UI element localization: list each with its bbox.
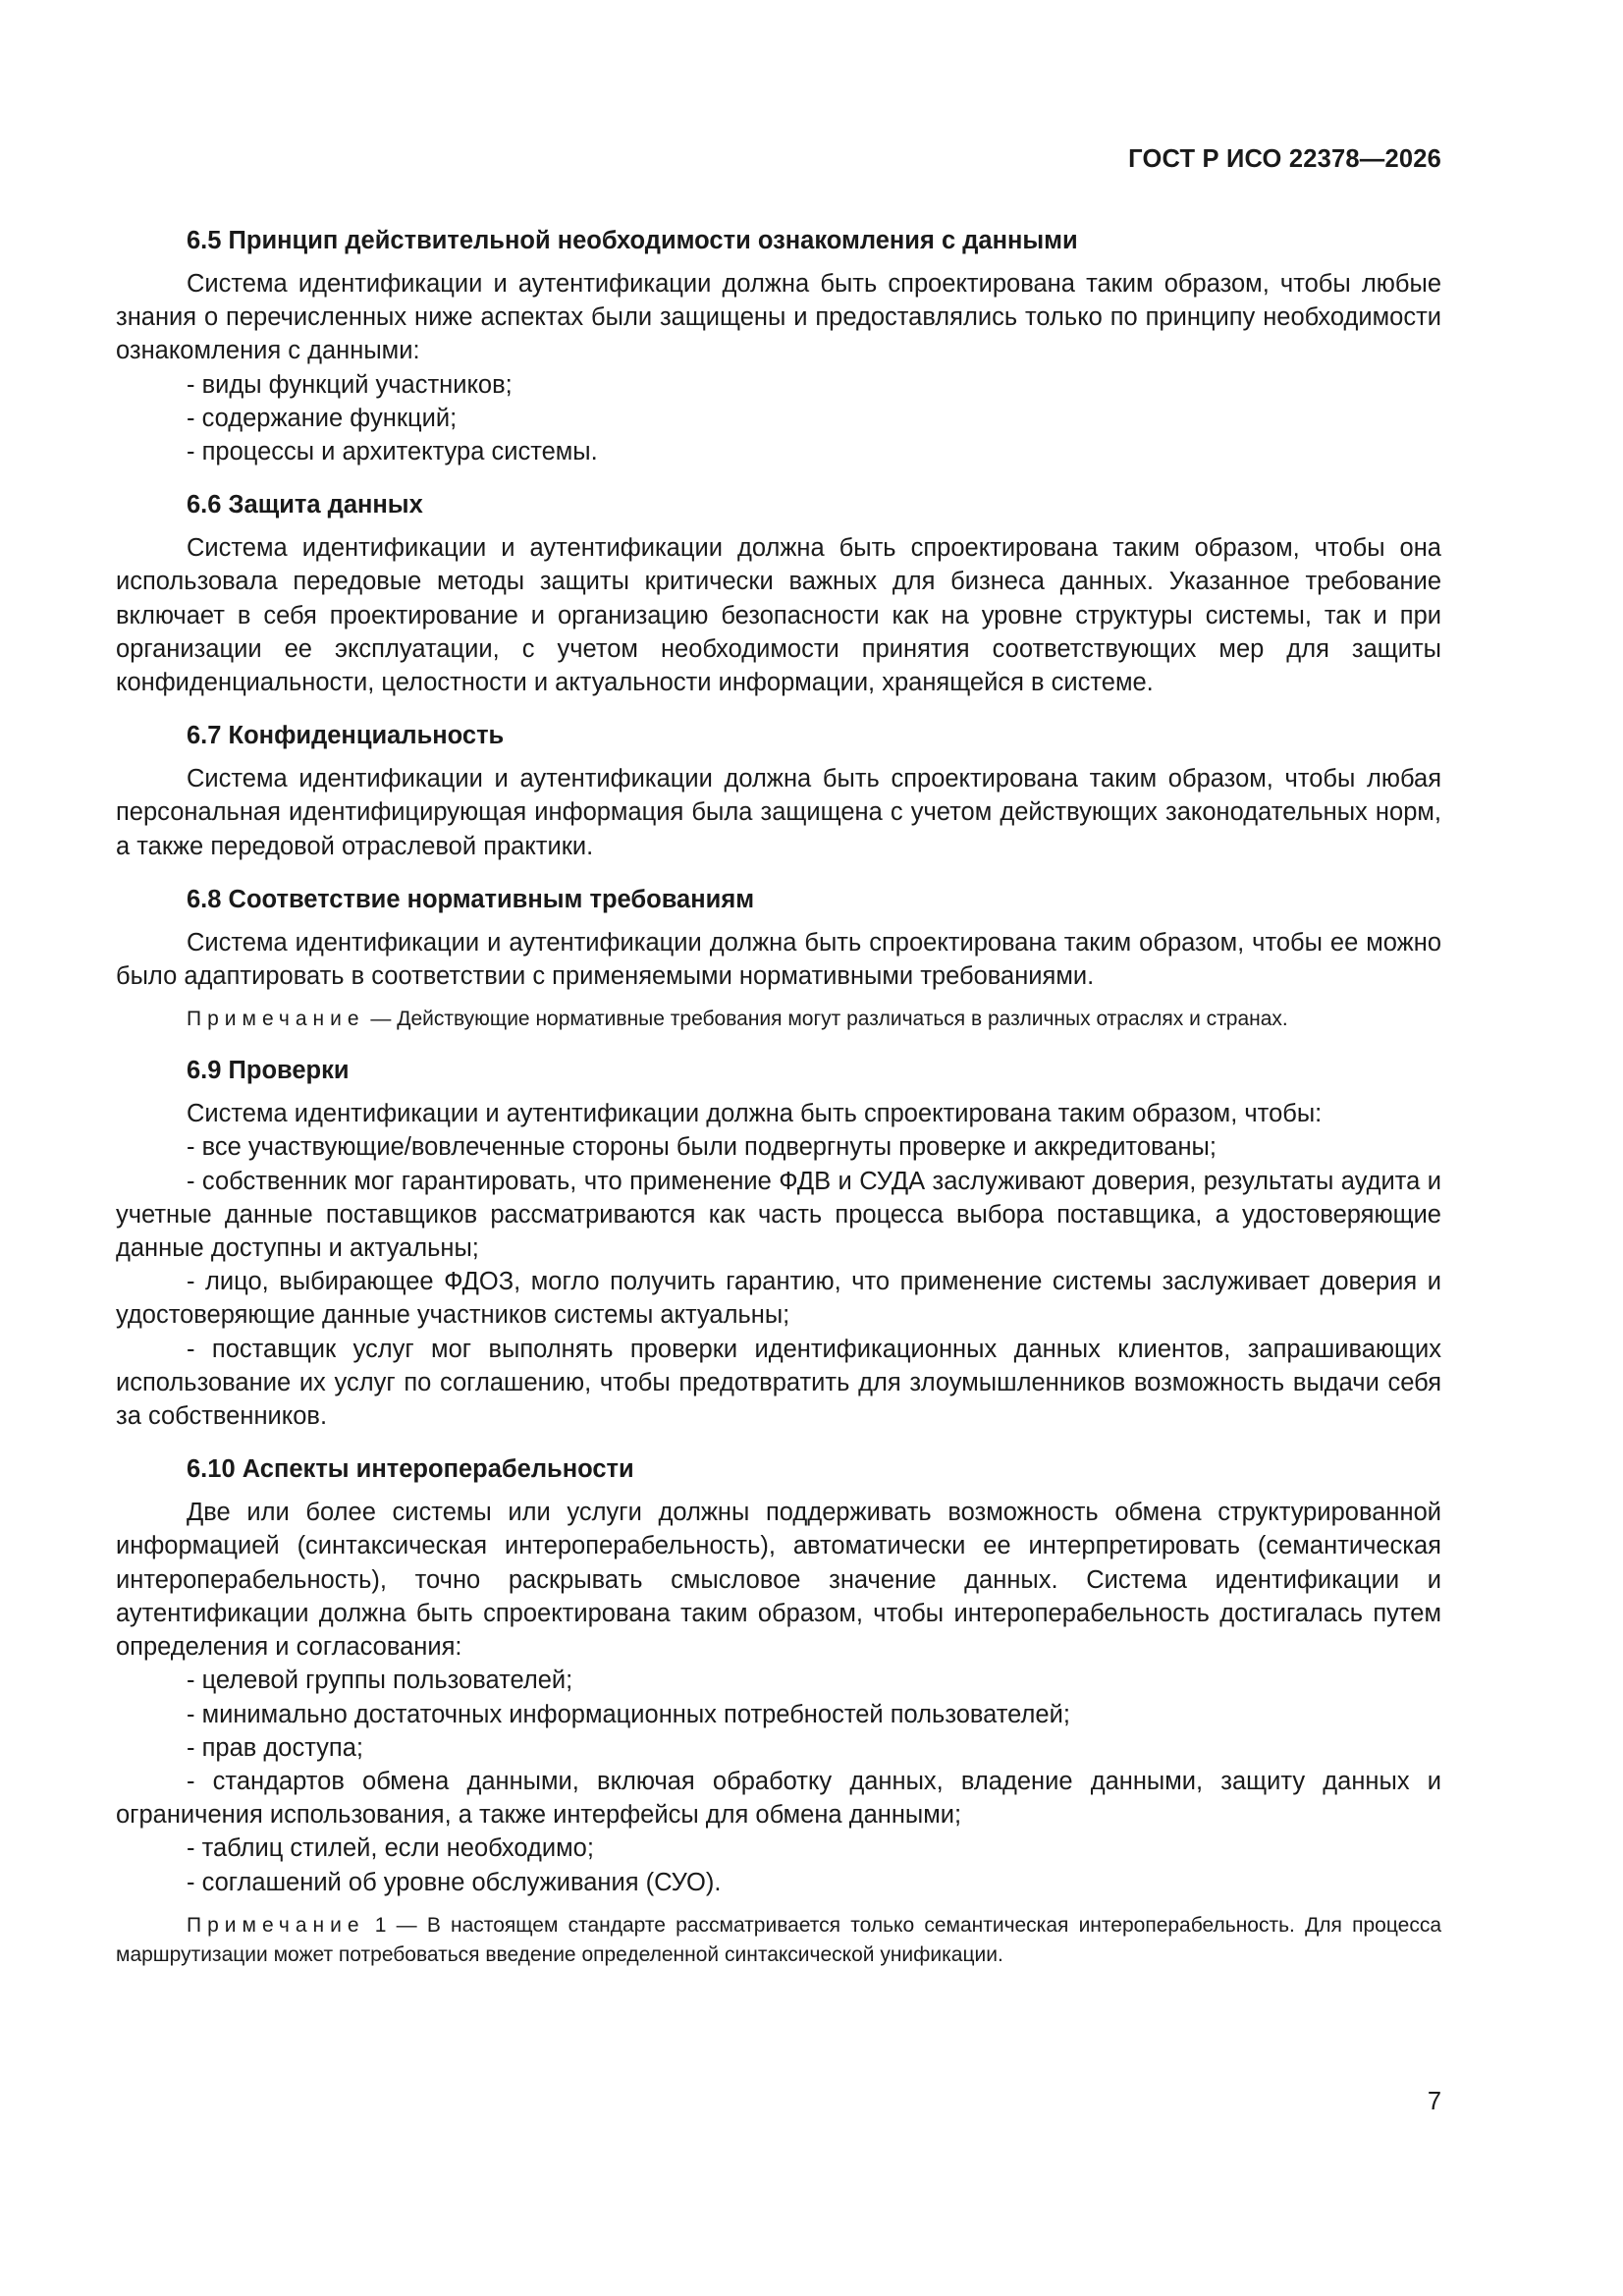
section-6-5 (116, 224, 1441, 468)
page-content (116, 224, 1441, 1970)
section-paragraph: Система идентификации и аутентификации должна быть спроектирована таким образом, чтобы любые знания о перечисленных ниже аспектах были защищены и предоставлялись только по принципу необходимости ознакомления с данными: (116, 270, 1441, 365)
list-item: - содержание функций; (187, 404, 458, 432)
note (116, 1911, 1441, 1970)
section-heading: 6.8 Соответствие нормативным требованиям (187, 885, 755, 913)
list-item: - процессы и архитектура системы. (187, 438, 598, 466)
section-paragraph: Система идентификации и аутентификации должна быть спроектирована таким образом, чтобы она использовала передовые методы защиты критически важных для бизнеса данных. Указанное требование включает в себя проектирование и организацию безопасности как на уровне структуры системы, так и при организации ее эксплуатации, с учетом необходимости принятия соответствующих мер для защиты конфиденциальности, целостности и актуальности информации, хранящейся в системе. (116, 534, 1441, 697)
note-text: 1 — В настоящем стандарте рассматривается только семантическая интероперабельность. Для процесса маршрутизации может потребоваться введение определенной синтаксической унификации. (116, 1913, 1441, 1966)
note-label: Примечание (187, 1913, 365, 1937)
list-item: - целевой группы пользователей; (187, 1667, 573, 1695)
note (116, 1005, 1441, 1034)
list-item: - виды функций участников; (187, 370, 513, 399)
list-item: - соглашений об уровне обслуживания (СУО). (187, 1868, 722, 1896)
document-code: ГОСТ Р ИСО 22378—2026 (1128, 145, 1441, 173)
section-paragraph: Две или более системы или услуги должны поддерживать возможность обмена структурированной информацией (синтаксическая интероперабельность), автоматически ее интерпретировать (семантическая интероперабельность), точно раскрывать смысловое значение данных. Система идентификации и аутентификации должна быть спроектирована таким образом, чтобы интероперабельность достигалась путем определения и согласования: (116, 1499, 1441, 1662)
list-item: - таблиц стилей, если необходимо; (187, 1834, 594, 1863)
section-6-9 (116, 1054, 1441, 1433)
section-heading: 6.10 Аспекты интероперабельности (187, 1455, 634, 1484)
section-heading: 6.5 Принцип действительной необходимости ознакомления с данными (187, 227, 1078, 254)
section-6-8 (116, 883, 1441, 1034)
section-heading: 6.6 Защита данных (187, 491, 423, 519)
section-paragraph: Система идентификации и аутентификации должна быть спроектирована таким образом, чтобы ее можно было адаптировать в соответствии с применяемыми нормативными требованиями. (116, 928, 1441, 991)
list-item: - собственник мог гарантировать, что применение ФДВ и СУДА заслуживают доверия, результаты аудита и учетные данные поставщиков рассматриваются как часть процесса выбора поставщика, а удостоверяющие данные доступны и актуальны; (116, 1167, 1441, 1263)
section-paragraph: Система идентификации и аутентификации должна быть спроектирована таким образом, чтобы: (187, 1100, 1323, 1128)
section-6-6 (116, 488, 1441, 699)
section-heading: 6.9 Проверки (187, 1057, 350, 1085)
note-label: Примечание (187, 1008, 365, 1031)
list-item: - стандартов обмена данными, включая обработку данных, владение данными, защиту данных и ограничения использования, а также интерфейсы для обмена данными; (116, 1767, 1441, 1830)
document-page (116, 0, 1441, 2296)
list-item: - все участвующие/вовлеченные стороны были подвергнуты проверке и аккредитованы; (187, 1133, 1217, 1162)
note-text: — Действующие нормативные требования могут различаться в различных отраслях и странах. (364, 1008, 1288, 1031)
list-item: - лицо, выбирающее ФДОЗ, могло получить гарантию, что применение системы заслуживает доверия и удостоверяющие данные участников системы актуальны; (116, 1268, 1441, 1330)
list-item: - минимально достаточных информационных потребностей пользователей; (187, 1700, 1070, 1728)
list-item: - прав доступа; (187, 1733, 363, 1762)
section-heading: 6.7 Конфиденциальность (187, 722, 505, 750)
page-number: 7 (1427, 2088, 1441, 2115)
section-6-10 (116, 1452, 1441, 1969)
section-paragraph: Система идентификации и аутентификации должна быть спроектирована таким образом, чтобы любая персональная идентифицирующая информация была защищена с учетом действующих законодательных норм, а также передовой отраслевой практики. (116, 765, 1441, 860)
list-item: - поставщик услуг мог выполнять проверки идентификационных данных клиентов, запрашивающих использование их услуг по соглашению, чтобы предотвратить для злоумышленников возможность выдачи себя за собственников. (116, 1335, 1441, 1431)
section-6-7 (116, 719, 1441, 863)
